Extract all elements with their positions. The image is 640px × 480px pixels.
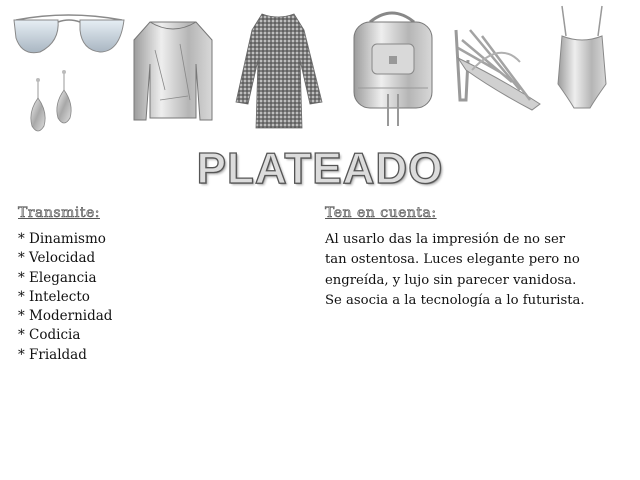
keep-in-mind-section bbox=[325, 205, 635, 311]
text-line: Se asocia a la tecnología a lo futurista. bbox=[325, 292, 585, 308]
page-title: PLATEADO bbox=[196, 144, 444, 193]
sunglasses-image bbox=[14, 15, 124, 53]
text-line: tan ostentosa. Luces elegante pero no bbox=[325, 252, 580, 268]
list-item: * Dinamismo bbox=[18, 231, 106, 247]
transmits-list bbox=[18, 230, 298, 365]
list-item: * Intelecto bbox=[18, 288, 90, 305]
swimsuit-image bbox=[558, 6, 606, 108]
earrings-image bbox=[31, 70, 71, 131]
list-item: * Codicia bbox=[18, 327, 81, 344]
keep-in-mind-text bbox=[325, 230, 635, 311]
transmits-section bbox=[18, 205, 298, 365]
metallic-jacket-image bbox=[134, 22, 212, 120]
sequin-dress-image bbox=[236, 14, 322, 128]
strappy-heels-image bbox=[456, 30, 540, 110]
text-line: engreída, y lujo sin parecer vanidosa. bbox=[325, 272, 577, 288]
list-item: * Velocidad bbox=[18, 250, 96, 267]
transmits-heading: Transmite: bbox=[18, 205, 100, 221]
text-line: Al usarlo das la impresión de no ser bbox=[325, 232, 566, 247]
product-images bbox=[0, 0, 640, 140]
list-item: * Frialdad bbox=[18, 346, 87, 363]
list-item: * Elegancia bbox=[18, 269, 97, 286]
list-item: * Modernidad bbox=[18, 308, 113, 325]
backpack-image bbox=[354, 13, 432, 126]
keep-in-mind-heading: Ten en cuenta: bbox=[325, 205, 437, 221]
